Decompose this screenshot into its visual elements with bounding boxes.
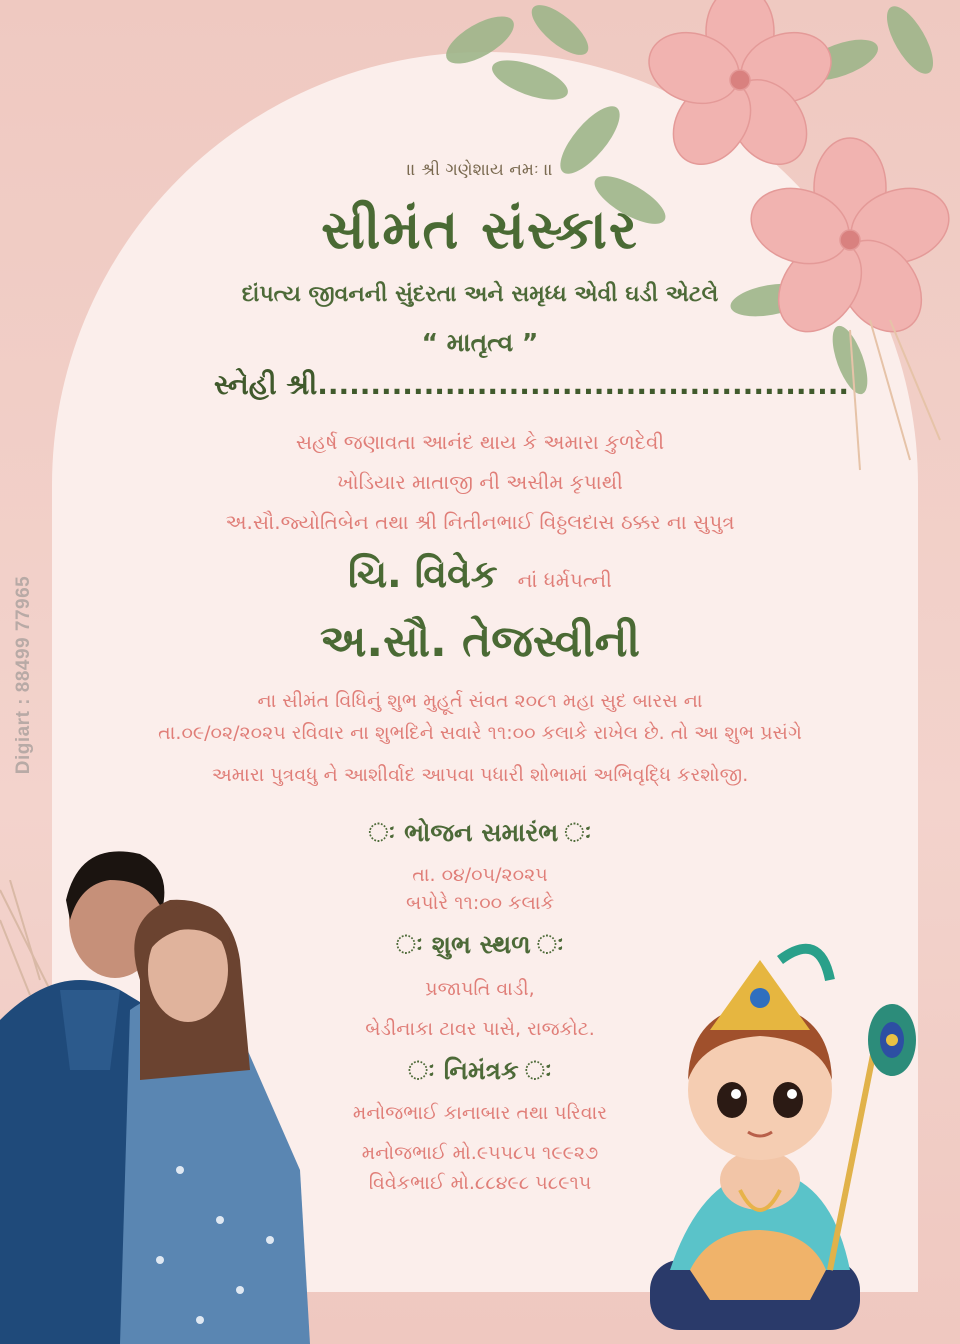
inviter-family: મનોજભાઈ કાનાબાર તથા પરિવાર xyxy=(352,1102,608,1124)
venue-heading: ઃ શુભ સ્થળ ઃ xyxy=(396,930,564,959)
groom-name: ચિ. વિવેક xyxy=(348,552,498,596)
watermark: Digiart : 88499 77965 xyxy=(13,575,34,775)
feast-date: તા. ૦૪/૦૫/૨૦૨૫ xyxy=(412,864,548,886)
intro-line: સહર્ષ જણાવતા આનંદ થાય કે અમારા કુળદેવી xyxy=(295,430,665,454)
venue-name: પ્રજાપતિ વાડી, xyxy=(425,978,535,1000)
couple-photo xyxy=(0,840,320,1344)
groom-suffix: નાં ધર્મપત્ની xyxy=(517,568,612,592)
page-title: સીમંત સંસ્કાર xyxy=(321,198,639,261)
detail-line: અમારા પુત્રવધુ ને આશીર્વાદ આપવા પધારી શોભામાં અભિવૃદ્ધિ કરશોજી. xyxy=(211,764,749,786)
groom-row xyxy=(0,552,960,597)
detail-line: ના સીમંત વિધિનું શુભ મુહૂર્ત સંવત ૨૦૮૧ મહા સુદ બારસ ના xyxy=(257,690,703,712)
bride-name: અ.સૌ. તેજસ્વીની xyxy=(319,616,641,667)
feast-heading: ઃ ભોજન સમારંભ ઃ xyxy=(368,818,592,847)
feast-time: બપોરે ૧૧:૦૦ કલાકે xyxy=(406,892,554,914)
venue-address: બેડીનાકા ટાવર પાસે, રાજકોટ. xyxy=(365,1018,595,1040)
detail-line: તા.૦૯/૦૨/૨૦૨૫ રવિવાર ના શુભદિને સવારે ૧૧:૦૦ કલાકે રાખેલ છે. તો આ શુભ પ્રસંગે xyxy=(158,722,802,744)
intro-line: ખોડિયાર માતાજી ની અસીમ કૃપાથી xyxy=(337,470,623,494)
inviter-heading: ઃ નિમંત્રક ઃ xyxy=(408,1056,552,1085)
inviter-contact: વિવેકભાઈ મો.૮૮૪૯૮ ૫૮૯૧૫ xyxy=(368,1172,592,1194)
intro-line: અ.સૌ.જ્યોતિબેન તથા શ્રી નિતીનભાઈ વિઠ્ઠલદાસ ઠક્કર ના સુપુત્ર xyxy=(225,510,735,534)
inviter-contact: મનોજભાઈ મો.૯૫૫૮૫ ૧૯૯૨૭ xyxy=(361,1142,599,1164)
subtitle-quote: “ માતૃત્વ ” xyxy=(421,328,539,357)
subtitle: દાંપત્ય જીવનની સુંદરતા અને સમૃધ્ધ એવી ઘડી એટલે xyxy=(241,282,719,307)
greeting: સ્નેહી શ્રી.................................................. xyxy=(214,368,850,401)
baby-krishna-illustration xyxy=(630,940,930,1344)
blessing-line: ॥ શ્રી ગણેશાય નમઃ ॥ xyxy=(406,160,554,180)
